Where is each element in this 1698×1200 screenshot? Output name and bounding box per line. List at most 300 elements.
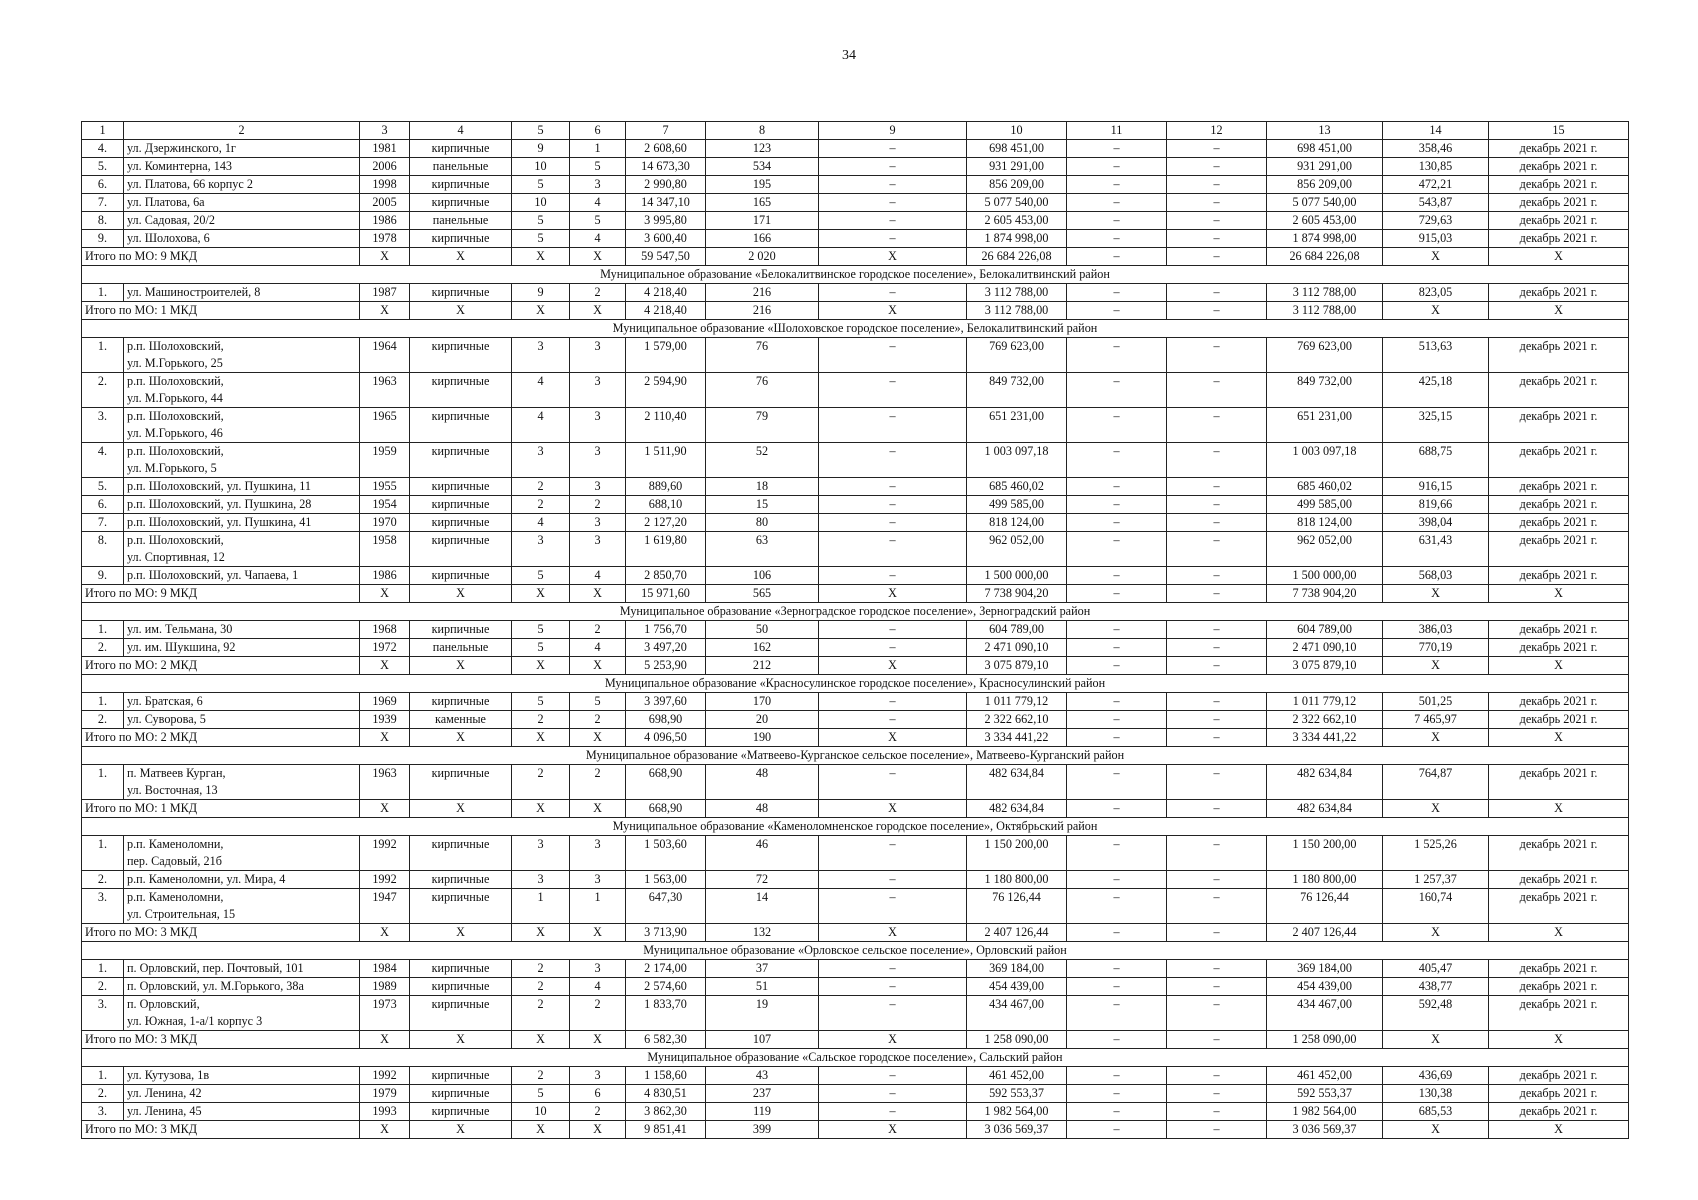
table-cell: 698 451,00 — [1267, 140, 1383, 158]
table-cell: 438,77 — [1383, 978, 1489, 996]
table-cell: 1992 — [360, 871, 410, 889]
row-number: 1. — [82, 836, 124, 871]
section-heading: Муниципальное образование «Зерноградское городское поселение», Зерноградский район — [82, 603, 1629, 621]
address-cell: р.п. Каменоломни, ул. Строительная, 15 — [124, 889, 360, 924]
table-cell: 18 — [706, 478, 819, 496]
table-cell: – — [1167, 836, 1267, 871]
table-cell: – — [1167, 960, 1267, 978]
table-cell: 1986 — [360, 567, 410, 585]
table-cell: 2 — [570, 284, 626, 302]
table-cell: кирпичные — [410, 1085, 512, 1103]
table-cell: 501,25 — [1383, 693, 1489, 711]
section-heading: Муниципальное образование «Белокалитвинское городское поселение», Белокалитвинский район — [82, 266, 1629, 284]
total-cell: Х — [410, 800, 512, 818]
table-cell: 3 — [512, 443, 570, 478]
column-number: 11 — [1067, 122, 1167, 140]
row-number: 4. — [82, 443, 124, 478]
total-cell: 3 075 879,10 — [1267, 657, 1383, 675]
total-cell: 9 851,41 — [626, 1121, 706, 1139]
total-cell: – — [1067, 729, 1167, 747]
total-cell: Х — [512, 248, 570, 266]
table-cell: 1 158,60 — [626, 1067, 706, 1085]
page-number: 34 — [842, 48, 856, 63]
total-cell: – — [1167, 1121, 1267, 1139]
table-cell: 1 525,26 — [1383, 836, 1489, 871]
table-cell: – — [819, 443, 967, 478]
table-cell: – — [819, 960, 967, 978]
total-cell: 4 218,40 — [626, 302, 706, 320]
table-cell: – — [1067, 639, 1167, 657]
table-cell: 647,30 — [626, 889, 706, 924]
total-cell: 6 582,30 — [626, 1031, 706, 1049]
table-cell: 849 732,00 — [967, 373, 1067, 408]
table-cell: 119 — [706, 1103, 819, 1121]
table-cell: – — [819, 176, 967, 194]
table-cell: 513,63 — [1383, 338, 1489, 373]
table-cell: – — [1067, 212, 1167, 230]
table-cell: кирпичные — [410, 532, 512, 567]
table-cell: 685 460,02 — [967, 478, 1067, 496]
table-cell: 5 — [512, 176, 570, 194]
table-cell: – — [819, 338, 967, 373]
table-cell: 499 585,00 — [1267, 496, 1383, 514]
table-cell: 369 184,00 — [967, 960, 1067, 978]
row-number: 2. — [82, 711, 124, 729]
table-cell: 1 563,00 — [626, 871, 706, 889]
table-cell: – — [1067, 978, 1167, 996]
total-cell: Х — [1383, 729, 1489, 747]
table-cell: декабрь 2021 г. — [1489, 212, 1629, 230]
table-cell: 2 — [512, 978, 570, 996]
total-cell: Х — [1383, 248, 1489, 266]
total-cell: Х — [360, 729, 410, 747]
table-cell: 170 — [706, 693, 819, 711]
table-cell: 889,60 — [626, 478, 706, 496]
table-cell: панельные — [410, 158, 512, 176]
table-cell: 461 452,00 — [967, 1067, 1067, 1085]
total-cell: 7 738 904,20 — [1267, 585, 1383, 603]
table-cell: декабрь 2021 г. — [1489, 443, 1629, 478]
table-cell: декабрь 2021 г. — [1489, 711, 1629, 729]
table-cell: – — [1067, 693, 1167, 711]
table-cell: декабрь 2021 г. — [1489, 194, 1629, 212]
table-cell: 856 209,00 — [1267, 176, 1383, 194]
table-cell: 1 011 779,12 — [967, 693, 1067, 711]
total-cell: Х — [819, 302, 967, 320]
table-cell: – — [1067, 1103, 1167, 1121]
table-cell: – — [819, 871, 967, 889]
column-number: 4 — [410, 122, 512, 140]
table-cell: – — [819, 212, 967, 230]
table-cell: 3 497,20 — [626, 639, 706, 657]
table-cell: декабрь 2021 г. — [1489, 408, 1629, 443]
table-cell: 1972 — [360, 639, 410, 657]
total-cell: 668,90 — [626, 800, 706, 818]
table-cell: кирпичные — [410, 996, 512, 1031]
table-cell: 106 — [706, 567, 819, 585]
table-cell: декабрь 2021 г. — [1489, 140, 1629, 158]
table-cell: – — [1167, 532, 1267, 567]
table-cell: 688,75 — [1383, 443, 1489, 478]
address-cell: ул. Машиностроителей, 8 — [124, 284, 360, 302]
table-cell: 3 — [570, 338, 626, 373]
table-cell: 1954 — [360, 496, 410, 514]
table-cell: 2 127,20 — [626, 514, 706, 532]
table-cell: декабрь 2021 г. — [1489, 978, 1629, 996]
section-heading-row — [82, 818, 1629, 836]
table-cell: 2005 — [360, 194, 410, 212]
total-cell: Х — [360, 302, 410, 320]
table-cell: 4 — [512, 373, 570, 408]
table-cell: 4 830,51 — [626, 1085, 706, 1103]
table-cell: кирпичные — [410, 443, 512, 478]
table-cell: 1989 — [360, 978, 410, 996]
total-row — [82, 924, 1629, 942]
total-cell: Х — [1383, 302, 1489, 320]
total-row — [82, 585, 1629, 603]
table-cell: 5 — [512, 621, 570, 639]
table-cell: 5 — [570, 212, 626, 230]
table-cell: 2 — [512, 478, 570, 496]
table-row — [82, 871, 1629, 889]
table-cell: декабрь 2021 г. — [1489, 836, 1629, 871]
table-cell: 2 322 662,10 — [1267, 711, 1383, 729]
table-cell: 130,85 — [1383, 158, 1489, 176]
total-cell: – — [1067, 585, 1167, 603]
table-cell: 2 605 453,00 — [1267, 212, 1383, 230]
table-cell: 171 — [706, 212, 819, 230]
table-cell: 2006 — [360, 158, 410, 176]
table-cell: 2 471 090,10 — [967, 639, 1067, 657]
total-cell: Х — [512, 924, 570, 942]
total-cell: – — [1167, 924, 1267, 942]
table-cell: 3 — [570, 176, 626, 194]
section-heading-row — [82, 1049, 1629, 1067]
total-cell: Х — [410, 729, 512, 747]
table-cell: 3 862,30 — [626, 1103, 706, 1121]
total-row — [82, 248, 1629, 266]
table-cell: кирпичные — [410, 836, 512, 871]
table-cell: 52 — [706, 443, 819, 478]
total-cell: Х — [410, 248, 512, 266]
total-cell: 3 334 441,22 — [967, 729, 1067, 747]
total-cell: 482 634,84 — [1267, 800, 1383, 818]
table-cell: – — [1167, 889, 1267, 924]
total-cell: 212 — [706, 657, 819, 675]
table-cell: – — [819, 836, 967, 871]
total-cell: Х — [819, 1121, 967, 1139]
table-cell: 482 634,84 — [1267, 765, 1383, 800]
table-cell: кирпичные — [410, 194, 512, 212]
total-cell: Х — [570, 657, 626, 675]
table-cell: 461 452,00 — [1267, 1067, 1383, 1085]
table-cell: 10 — [512, 194, 570, 212]
column-number-row — [82, 122, 1629, 140]
table-cell: 9 — [512, 140, 570, 158]
table-cell: 76 — [706, 338, 819, 373]
total-label: Итого по МО: 3 МКД — [82, 924, 360, 942]
row-number: 3. — [82, 1103, 124, 1121]
table-cell: 698,90 — [626, 711, 706, 729]
address-cell: р.п. Шолоховский, ул. Спортивная, 12 — [124, 532, 360, 567]
table-cell: 5 — [570, 158, 626, 176]
address-cell: п. Матвеев Курган, ул. Восточная, 13 — [124, 765, 360, 800]
address-cell: р.п. Шолоховский, ул. Пушкина, 11 — [124, 478, 360, 496]
row-number: 6. — [82, 176, 124, 194]
table-cell: – — [1167, 621, 1267, 639]
table-cell: 1964 — [360, 338, 410, 373]
table-cell: 4 — [570, 194, 626, 212]
table-cell: – — [819, 373, 967, 408]
table-cell: 1993 — [360, 1103, 410, 1121]
section-heading-row — [82, 747, 1629, 765]
table-cell: декабрь 2021 г. — [1489, 1067, 1629, 1085]
table-cell: декабрь 2021 г. — [1489, 176, 1629, 194]
table-cell: 4 218,40 — [626, 284, 706, 302]
row-number: 5. — [82, 478, 124, 496]
table-cell: 4 — [570, 978, 626, 996]
total-cell: 2 407 126,44 — [967, 924, 1067, 942]
table-row — [82, 514, 1629, 532]
table-cell: 688,10 — [626, 496, 706, 514]
table-cell: 823,05 — [1383, 284, 1489, 302]
table-cell: – — [1167, 158, 1267, 176]
table-cell: декабрь 2021 г. — [1489, 158, 1629, 176]
total-cell: Х — [570, 1121, 626, 1139]
table-cell: 1 503,60 — [626, 836, 706, 871]
table-cell: – — [1167, 765, 1267, 800]
total-cell: Х — [410, 924, 512, 942]
table-cell: 1 — [512, 889, 570, 924]
total-cell: Х — [1383, 924, 1489, 942]
table-cell: 10 — [512, 1103, 570, 1121]
table-row — [82, 996, 1629, 1031]
table-cell: 2 605 453,00 — [967, 212, 1067, 230]
table-cell: 1 003 097,18 — [967, 443, 1067, 478]
table-cell: 668,90 — [626, 765, 706, 800]
table-cell: 1 — [570, 889, 626, 924]
table-cell: 3 995,80 — [626, 212, 706, 230]
total-cell: Х — [410, 302, 512, 320]
table-cell: 2 — [570, 765, 626, 800]
total-cell: Х — [819, 1031, 967, 1049]
address-cell: ул. Платова, 6а — [124, 194, 360, 212]
row-number: 1. — [82, 621, 124, 639]
total-cell: Х — [1489, 1121, 1629, 1139]
table-cell: – — [1167, 871, 1267, 889]
table-cell: – — [1067, 889, 1167, 924]
table-cell: 165 — [706, 194, 819, 212]
table-cell: – — [819, 889, 967, 924]
table-cell: 9 — [512, 284, 570, 302]
table-cell: 76 126,44 — [1267, 889, 1383, 924]
table-cell: 325,15 — [1383, 408, 1489, 443]
address-cell: р.п. Шолоховский, ул. М.Горького, 25 — [124, 338, 360, 373]
table-cell: 1 756,70 — [626, 621, 706, 639]
table-cell: 3 — [570, 1067, 626, 1085]
table-cell: 216 — [706, 284, 819, 302]
table-cell: 764,87 — [1383, 765, 1489, 800]
table-cell: 534 — [706, 158, 819, 176]
table-row — [82, 496, 1629, 514]
table-cell: 604 789,00 — [1267, 621, 1383, 639]
total-cell: 107 — [706, 1031, 819, 1049]
table-cell: 14 673,30 — [626, 158, 706, 176]
table-cell: – — [819, 478, 967, 496]
total-row — [82, 1031, 1629, 1049]
table-cell: декабрь 2021 г. — [1489, 532, 1629, 567]
table-cell: 2 — [570, 1103, 626, 1121]
total-label: Итого по МО: 3 МКД — [82, 1121, 360, 1139]
table-cell: 2 594,90 — [626, 373, 706, 408]
total-cell: Х — [410, 1121, 512, 1139]
table-row — [82, 711, 1629, 729]
total-row — [82, 657, 1629, 675]
table-cell: – — [819, 1103, 967, 1121]
table-row — [82, 693, 1629, 711]
table-cell: – — [819, 140, 967, 158]
total-cell: Х — [410, 585, 512, 603]
table-cell: 3 — [570, 443, 626, 478]
table-cell: 3 397,60 — [626, 693, 706, 711]
table-cell: 2 850,70 — [626, 567, 706, 585]
table-cell: 1 500 000,00 — [967, 567, 1067, 585]
table-row — [82, 212, 1629, 230]
table-cell: 1 003 097,18 — [1267, 443, 1383, 478]
table-cell: декабрь 2021 г. — [1489, 373, 1629, 408]
table-cell: – — [819, 496, 967, 514]
table-cell: кирпичные — [410, 1067, 512, 1085]
total-cell: – — [1067, 800, 1167, 818]
table-cell: 818 124,00 — [967, 514, 1067, 532]
column-number: 8 — [706, 122, 819, 140]
table-cell: 5 077 540,00 — [1267, 194, 1383, 212]
table-cell: каменные — [410, 711, 512, 729]
table-cell: 962 052,00 — [967, 532, 1067, 567]
table-cell: 1947 — [360, 889, 410, 924]
table-cell: 472,21 — [1383, 176, 1489, 194]
table-cell: – — [1067, 140, 1167, 158]
table-cell: кирпичные — [410, 338, 512, 373]
total-cell: – — [1167, 302, 1267, 320]
table-cell: 1 874 998,00 — [1267, 230, 1383, 248]
table-cell: – — [819, 158, 967, 176]
table-cell: 685 460,02 — [1267, 478, 1383, 496]
table-cell: 3 — [570, 514, 626, 532]
total-cell: 26 684 226,08 — [967, 248, 1067, 266]
table-row — [82, 978, 1629, 996]
table-cell: 1 150 200,00 — [967, 836, 1067, 871]
table-cell: – — [1167, 693, 1267, 711]
total-cell: Х — [360, 657, 410, 675]
table-cell: – — [1167, 478, 1267, 496]
table-cell: 162 — [706, 639, 819, 657]
table-cell: 1 874 998,00 — [967, 230, 1067, 248]
table-cell: 1 150 200,00 — [1267, 836, 1383, 871]
table-row — [82, 1067, 1629, 1085]
total-cell: Х — [570, 248, 626, 266]
table-cell: 2 110,40 — [626, 408, 706, 443]
table-cell: 7 465,97 — [1383, 711, 1489, 729]
table-cell: – — [1067, 176, 1167, 194]
column-number: 2 — [124, 122, 360, 140]
address-cell: ул. Дзержинского, 1г — [124, 140, 360, 158]
table-cell: 4 — [570, 567, 626, 585]
table-cell: 2 — [570, 996, 626, 1031]
row-number: 1. — [82, 338, 124, 373]
table-cell: кирпичные — [410, 889, 512, 924]
column-number: 9 — [819, 122, 967, 140]
table-cell: кирпичные — [410, 176, 512, 194]
table-cell: 1939 — [360, 711, 410, 729]
table-cell: 76 — [706, 373, 819, 408]
table-cell: 4 — [512, 408, 570, 443]
row-number: 4. — [82, 140, 124, 158]
table-cell: 1979 — [360, 1085, 410, 1103]
total-cell: – — [1067, 924, 1167, 942]
row-number: 9. — [82, 230, 124, 248]
total-cell: Х — [512, 800, 570, 818]
row-number: 3. — [82, 889, 124, 924]
total-cell: – — [1067, 302, 1167, 320]
total-cell: Х — [512, 302, 570, 320]
address-cell: р.п. Шолоховский, ул. М.Горького, 5 — [124, 443, 360, 478]
table-cell: 769 623,00 — [1267, 338, 1383, 373]
table-cell: 123 — [706, 140, 819, 158]
total-cell: Х — [819, 924, 967, 942]
table-cell: 2 — [512, 1067, 570, 1085]
table-cell: – — [1067, 567, 1167, 585]
row-number: 1. — [82, 284, 124, 302]
table-cell: 3 — [570, 478, 626, 496]
table-cell: 1973 — [360, 996, 410, 1031]
address-cell: п. Орловский, ул. Южная, 1-а/1 корпус 3 — [124, 996, 360, 1031]
table-cell: – — [1167, 284, 1267, 302]
total-cell: 26 684 226,08 — [1267, 248, 1383, 266]
table-cell: 3 — [570, 836, 626, 871]
table-cell: 592 553,37 — [1267, 1085, 1383, 1103]
table-cell: 3 — [512, 871, 570, 889]
row-number: 1. — [82, 960, 124, 978]
table-cell: – — [819, 284, 967, 302]
total-label: Итого по МО: 3 МКД — [82, 1031, 360, 1049]
table-cell: 3 — [512, 836, 570, 871]
table-cell: 1 982 564,00 — [967, 1103, 1067, 1121]
table-cell: 592,48 — [1383, 996, 1489, 1031]
total-label: Итого по МО: 1 МКД — [82, 302, 360, 320]
table-row — [82, 478, 1629, 496]
column-number: 10 — [967, 122, 1067, 140]
table-cell: 482 634,84 — [967, 765, 1067, 800]
row-number: 2. — [82, 1085, 124, 1103]
table-cell: 1968 — [360, 621, 410, 639]
total-cell: 482 634,84 — [967, 800, 1067, 818]
total-label: Итого по МО: 2 МКД — [82, 729, 360, 747]
total-cell: 399 — [706, 1121, 819, 1139]
table-cell: кирпичные — [410, 373, 512, 408]
table-cell: 358,46 — [1383, 140, 1489, 158]
total-cell: Х — [360, 1031, 410, 1049]
table-cell: 386,03 — [1383, 621, 1489, 639]
row-number: 3. — [82, 996, 124, 1031]
table-cell: 4 — [570, 639, 626, 657]
table-cell: декабрь 2021 г. — [1489, 871, 1629, 889]
table-cell: 5 — [512, 212, 570, 230]
table-cell: кирпичные — [410, 230, 512, 248]
total-cell: Х — [410, 1031, 512, 1049]
table-cell: – — [1167, 978, 1267, 996]
table-cell: 5 — [570, 693, 626, 711]
